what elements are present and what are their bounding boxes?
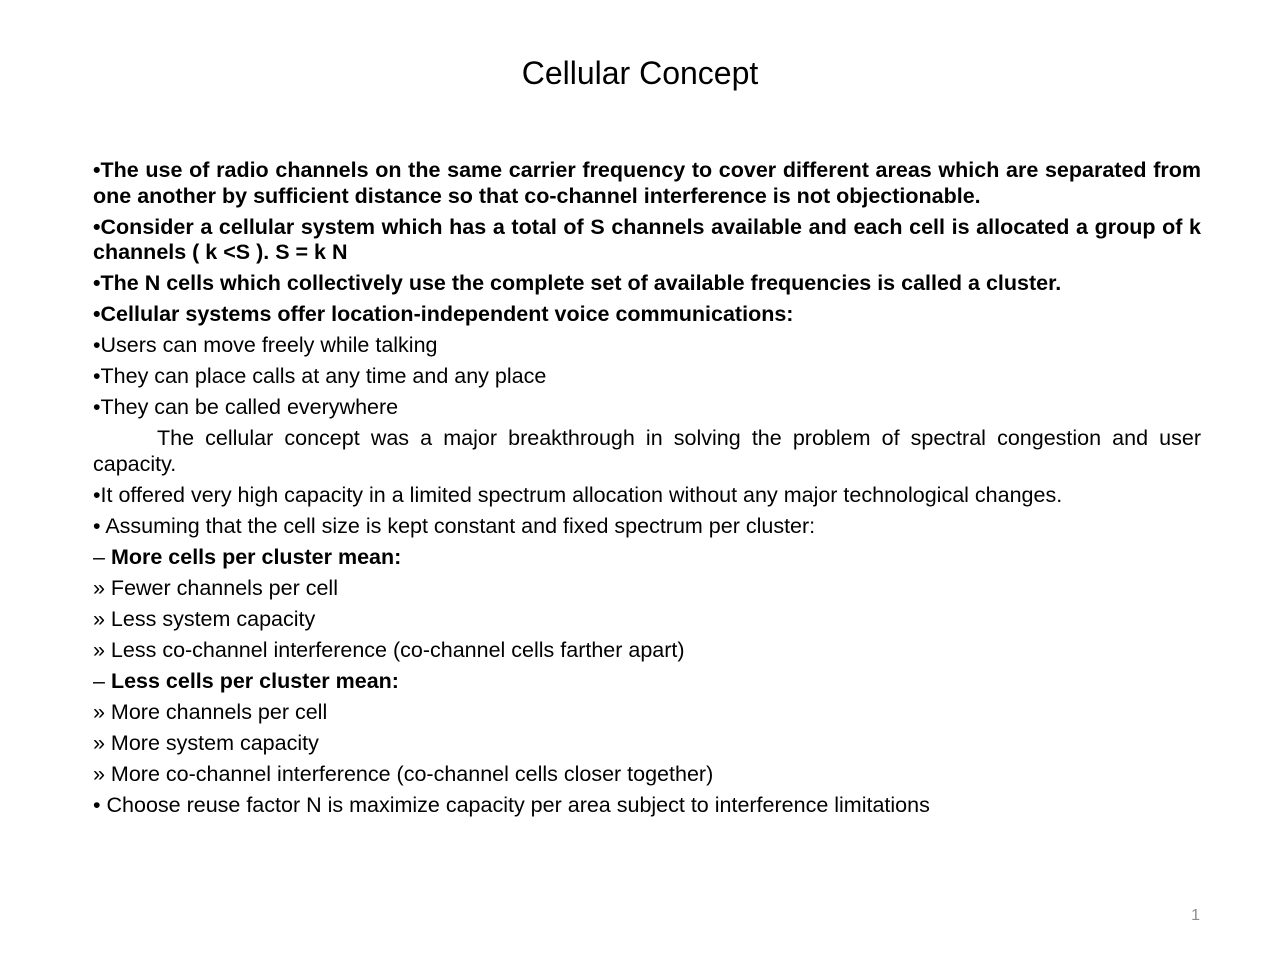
more-cells-dash: – — [93, 544, 111, 569]
bullet-channel-allocation: •Consider a cellular system which has a total of S channels available and each cell is allocated a group of k channels ( k <S ). S = k N — [93, 214, 1201, 264]
more-cells-item: » Less system capacity — [93, 606, 316, 631]
more-cells-item: » Less co-channel interference (co-channel cells farther apart) — [93, 637, 685, 662]
less-cells-dash: – — [93, 668, 111, 693]
bullet-place-calls: •They can place calls at any time and any place — [93, 364, 547, 388]
less-cells-heading-text: Less cells per cluster mean: — [110, 668, 399, 693]
more-cells-item: » Fewer channels per cell — [93, 575, 338, 600]
bullet-location-independent: •Cellular systems offer location-independent voice communications: — [93, 302, 794, 326]
paragraph-breakthrough: The cellular concept was a major breakthrough in solving the problem of spectral congestion and user capacity. — [93, 426, 1201, 476]
more-cells-heading-text: More cells per cluster mean: — [110, 544, 402, 569]
bullet-move-freely: •Users can move freely while talking — [93, 333, 438, 357]
bullet-frequency-reuse: •The use of radio channels on the same carrier frequency to cover different areas which are separated from one another by sufficient distance so that co-channel interference is not objectionable. — [93, 158, 1201, 208]
more-cells-heading — [93, 545, 1201, 571]
less-cells-item: » More channels per cell — [93, 699, 328, 724]
less-cells-heading — [93, 669, 1201, 695]
bullet-reuse-factor: • Choose reuse factor N is maximize capacity per area subject to interference limitations — [93, 792, 930, 817]
slide-content — [93, 158, 1201, 824]
slide-title: Cellular Concept — [521, 55, 759, 91]
bullet-cluster-definition: •The N cells which collectively use the complete set of available frequencies is called a cluster. — [93, 271, 1062, 295]
less-cells-item: » More system capacity — [93, 730, 319, 755]
less-cells-item: » More co-channel interference (co-channel cells closer together) — [93, 761, 714, 786]
bullet-high-capacity: •It offered very high capacity in a limited spectrum allocation without any major technological changes. — [93, 482, 1063, 507]
bullet-assumption: • Assuming that the cell size is kept constant and fixed spectrum per cluster: — [93, 513, 816, 538]
bullet-called-everywhere: •They can be called everywhere — [93, 395, 399, 419]
page-number: 1 — [1191, 907, 1200, 924]
